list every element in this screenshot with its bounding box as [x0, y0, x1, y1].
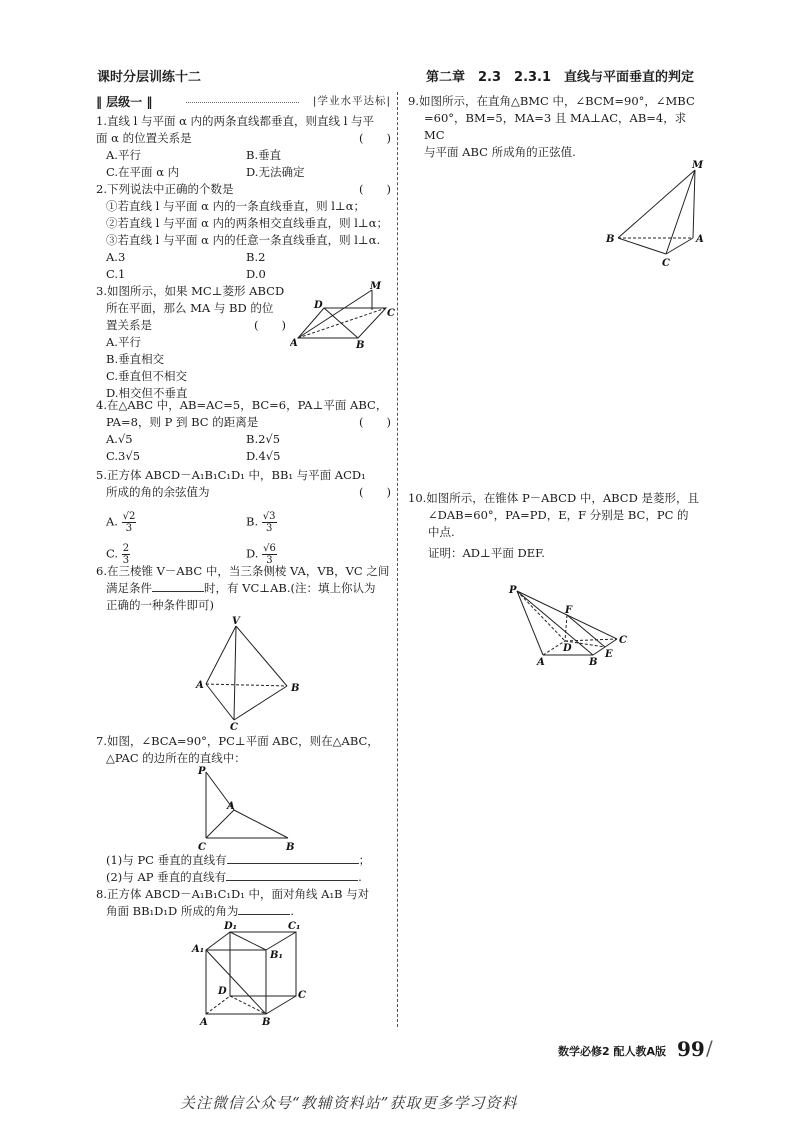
question-2	[96, 181, 391, 283]
question-1	[96, 113, 391, 181]
q8-label-a1: A₁	[192, 944, 205, 955]
header-right: 第二章 2.3 2.3.1 直线与平面垂直的判定	[426, 70, 695, 85]
q7-stem-line2: △PAC 的边所在的直线中：	[106, 751, 246, 765]
q9-figure	[600, 158, 712, 268]
q1-stem-line1: 1.直线 l 与平面 α 内的两条直线都垂直，则直线 l 与平	[96, 114, 375, 128]
level-dots	[186, 102, 299, 103]
page-number: 99	[677, 1037, 705, 1061]
q5-option-b: B. $\frac{√3}{3}$	[246, 511, 276, 534]
q2-option-d: D.0	[246, 267, 266, 281]
q4-option-a: A.√5	[106, 432, 133, 446]
q3-paren: ( )	[254, 318, 286, 332]
question-6	[96, 563, 391, 614]
q9-stem-line2: =60°，BM=5，MA=3 且 MA⊥AC，AB=4，求 MC	[424, 111, 687, 142]
question-10	[408, 490, 708, 562]
q1-stem-line2: 面 α 的位置关系是	[96, 131, 192, 145]
q6-stem-line2a: 满足条件	[106, 581, 152, 595]
q4-paren: ( )	[359, 415, 391, 429]
q6-label-a: A	[196, 680, 204, 691]
question-3	[96, 283, 296, 402]
q8-stem-line2b: .	[290, 904, 295, 918]
q8-label-a: A	[200, 1017, 208, 1028]
q3-option-b: B.垂直相交	[106, 352, 165, 366]
q10-stem-line4: 证明：AD⊥平面 DEF.	[428, 546, 545, 560]
q2-statement-1: ①若直线 l 与平面 α 内的一条直线垂直，则 l⊥α；	[106, 199, 365, 213]
q2-option-c: C.1	[106, 267, 126, 281]
q8-label-c1: C₁	[288, 921, 301, 932]
q1-option-b: B.垂直	[246, 148, 282, 162]
q2-paren: ( )	[359, 182, 391, 196]
page-slash: /	[706, 1036, 713, 1060]
header-left: 课时分层训练十二	[97, 70, 202, 85]
q2-option-a: A.3	[106, 250, 126, 264]
q7-sub2: (2)与 AP 垂直的直线有	[106, 870, 227, 884]
q10-stem-line3: 中点.	[428, 525, 455, 539]
q8-label-d: D	[218, 986, 227, 997]
q3-stem-line3: 置关系是	[106, 318, 152, 332]
q4-option-b: B.2√5	[246, 432, 281, 446]
q8-label-c: C	[298, 990, 306, 1001]
q7-label-a: A	[227, 801, 235, 812]
column-divider	[397, 92, 398, 1027]
q5-stem-line1: 5.正方体 ABCD－A₁B₁C₁D₁ 中，BB₁ 与平面 ACD₁	[96, 468, 366, 482]
level-tag: ‖ 层级一 ‖	[96, 95, 153, 109]
q10-label-d: D	[563, 643, 572, 654]
q2-stem: 2.下列说法中正确的个数是	[96, 182, 234, 196]
q5-option-a: A. $\frac{√2}{3}$	[106, 511, 136, 534]
level-right: |学业水平达标|	[312, 95, 391, 107]
level-bar	[96, 93, 391, 109]
q10-label-a: A	[537, 657, 545, 668]
q1-option-a: A.平行	[106, 148, 141, 162]
q7-stem-line1: 7.如图，∠BCA=90°，PC⊥平面 ABC，则在△ABC，	[96, 734, 379, 748]
bottom-note: 关注微信公众号“教辅资料站”获取更多学习资料	[180, 1094, 518, 1112]
q7-sub2-blank[interactable]	[226, 880, 358, 881]
q9-label-a: A	[696, 234, 704, 245]
q8-answer-blank[interactable]	[238, 914, 290, 915]
footer-label: 数学必修2 配人教A版	[558, 1045, 666, 1058]
question-7	[96, 733, 391, 767]
q3-option-c: C.垂直但不相交	[106, 369, 188, 383]
q9-label-m: M	[692, 160, 704, 171]
q1-option-d: D.无法确定	[246, 165, 305, 179]
q3-label-m: M	[370, 281, 382, 292]
q6-label-c: C	[230, 722, 238, 731]
question-4	[96, 397, 391, 465]
q2-statement-3: ③若直线 l 与平面 α 内的任意一条直线垂直，则 l⊥α.	[106, 233, 381, 247]
q10-label-c: C	[619, 635, 627, 646]
q5-option-c: C. $\frac{2}{3}$	[106, 543, 130, 566]
q8-figure	[190, 918, 315, 1028]
q6-stem-line1: 6.在三棱锥 V－ABC 中，当三条侧棱 VA，VB，VC 之间	[96, 564, 390, 578]
q6-figure	[192, 616, 307, 731]
q5-stem-line2: 所成的角的余弦值为	[106, 485, 210, 499]
q3-label-a: A	[290, 338, 298, 349]
q7-sub2-end: .	[358, 870, 362, 884]
question-7-subs	[106, 852, 396, 886]
q3-label-b: B	[356, 340, 365, 350]
q7-figure	[192, 764, 302, 852]
q3-label-c: C	[387, 308, 395, 319]
question-8	[96, 886, 391, 920]
q7-sub1-end: ；	[358, 853, 371, 867]
q10-label-e: E	[605, 649, 613, 660]
q7-label-p: P	[198, 766, 206, 777]
q1-paren: ( )	[359, 131, 391, 145]
q7-sub1: (1)与 PC 垂直的直线有	[106, 853, 227, 867]
q4-option-c: C.3√5	[106, 449, 141, 463]
q9-label-c: C	[662, 258, 670, 268]
q7-label-b: B	[286, 842, 295, 852]
question-9	[408, 93, 708, 161]
q10-stem-line1: 10.如图所示，在锥体 P－ABCD 中，ABCD 是菱形，且	[408, 491, 699, 505]
q3-label-d: D	[314, 300, 323, 311]
q7-sub1-blank[interactable]	[227, 863, 359, 864]
q6-label-v: V	[232, 616, 240, 627]
q4-stem-line1: 4.在△ABC 中，AB=AC=5，BC=6，PA⊥平面 ABC，	[96, 398, 388, 412]
q6-answer-blank[interactable]	[152, 591, 204, 592]
q3-figure	[290, 280, 395, 350]
q5-paren: ( )	[359, 485, 391, 499]
q8-label-b1: B₁	[270, 950, 283, 961]
q3-option-a: A.平行	[106, 335, 141, 349]
q8-stem-line2a: 角面 BB₁D₁D 所成的角为	[106, 904, 239, 918]
q8-stem-line1: 8.正方体 ABCD－A₁B₁C₁D₁ 中，面对角线 A₁B 与对	[96, 887, 370, 901]
q1-option-c: C.在平面 α 内	[106, 165, 180, 179]
q10-label-b: B	[589, 657, 598, 668]
q2-option-b: B.2	[246, 250, 266, 264]
q10-figure	[505, 583, 630, 673]
q6-stem-line2b: 时，有 VC⊥AB.(注：填上你认为	[204, 581, 376, 595]
q3-stem-line1: 3.如图所示，如果 MC⊥菱形 ABCD	[96, 284, 285, 298]
q8-label-b: B	[262, 1017, 271, 1028]
q10-label-p: P	[509, 585, 517, 596]
q4-option-d: D.4√5	[246, 449, 281, 463]
q9-label-b: B	[606, 234, 615, 245]
q8-label-d1: D₁	[224, 921, 238, 932]
q6-stem-line3: 正确的一种条件即可)	[106, 598, 214, 612]
q9-stem-line3: 与平面 ABC 所成角的正弦值.	[424, 145, 576, 159]
q3-stem-line2: 所在平面，那么 MA 与 BD 的位	[106, 301, 274, 315]
q10-label-f: F	[565, 605, 573, 616]
q3-option-d: D.相交但不垂直	[106, 386, 188, 400]
q4-stem-line2: PA=8，则 P 到 BC 的距离是	[106, 415, 259, 429]
q10-stem-line2: ∠DAB=60°，PA=PD，E，F 分别是 BC，PC 的	[428, 508, 689, 522]
question-5	[96, 467, 391, 501]
q7-label-c: C	[198, 842, 206, 852]
q5-option-d: D. $\frac{√6}{3}$	[246, 543, 276, 566]
q2-statement-2: ②若直线 l 与平面 α 内的两条相交直线垂直，则 l⊥α；	[106, 216, 388, 230]
q9-stem-line1: 9.如图所示，在直角△BMC 中，∠BCM=90°，∠MBC	[408, 94, 695, 108]
q6-label-b: B	[291, 683, 300, 694]
